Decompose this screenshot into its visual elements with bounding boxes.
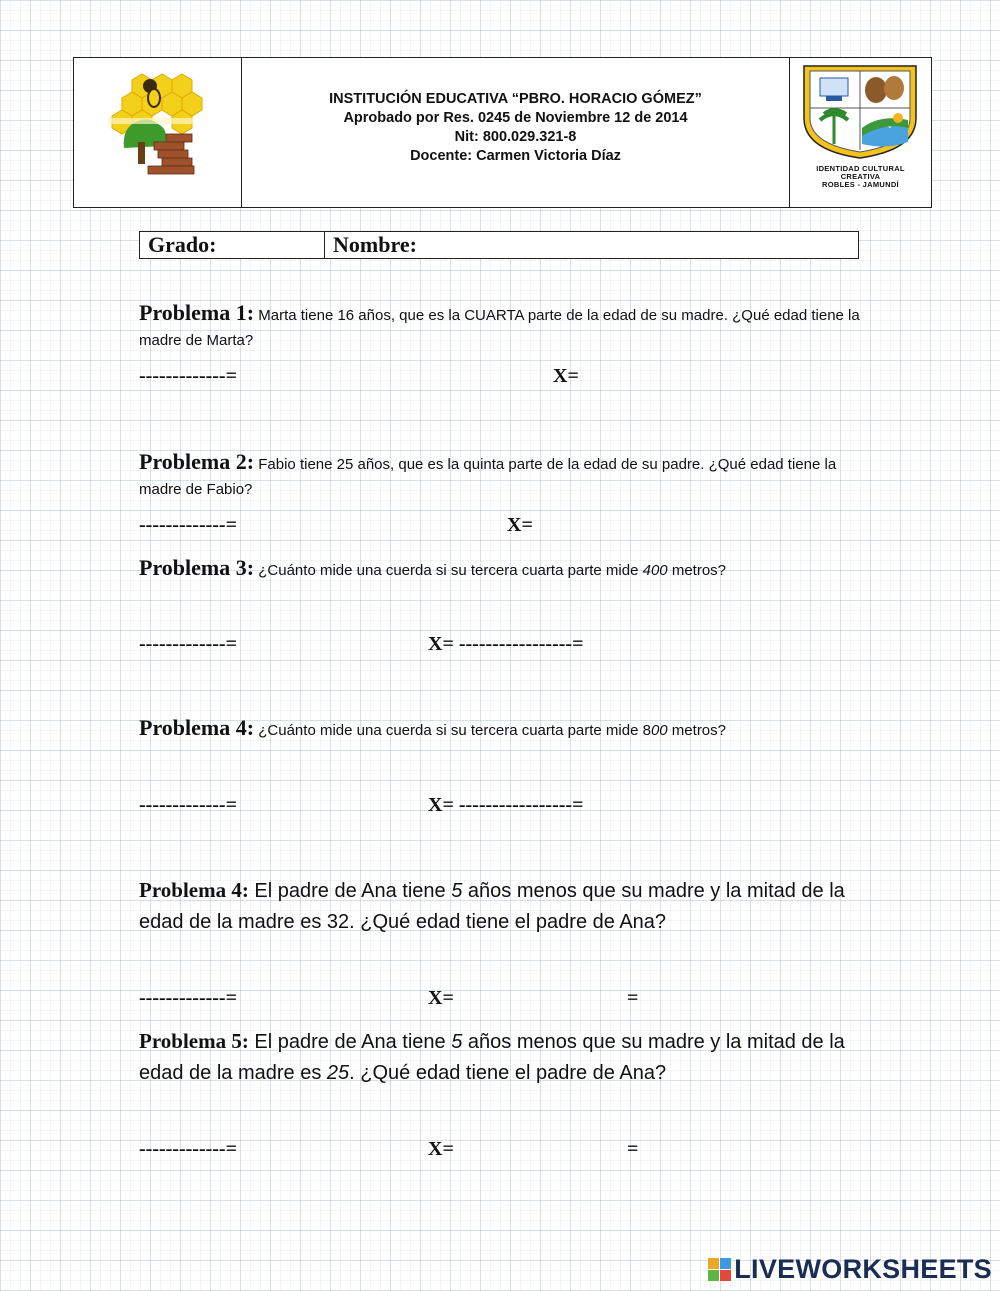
school-crest-icon: [790, 58, 931, 164]
problem-3-number: 400: [642, 562, 668, 579]
problem-4a-number: 00: [650, 722, 668, 739]
problem-2: [139, 449, 861, 502]
problem-5-number: 5: [451, 1031, 463, 1053]
crest-line-2: CREATIVA: [840, 172, 881, 181]
answer-4b-blank[interactable]: -------------=: [139, 987, 237, 1009]
answer-4a-blank[interactable]: -------------=: [139, 794, 237, 816]
crest-line-1: IDENTIDAD CULTURAL: [816, 164, 905, 173]
school-logo-cell: [74, 58, 242, 207]
problem-4b-label: Problema 4:: [139, 878, 249, 902]
problem-3-text-after: metros?: [667, 562, 727, 579]
answer-2-x[interactable]: X=: [507, 514, 533, 536]
teacher-name: Docente: Carmen Victoria Díaz: [410, 147, 621, 164]
answer-5-blank[interactable]: -------------=: [139, 1138, 237, 1160]
answer-4b-x[interactable]: X=: [428, 987, 454, 1009]
problem-4b-text-before: El padre de Ana tiene: [254, 880, 452, 902]
answer-4a-x[interactable]: X= -----------------=: [428, 794, 584, 816]
answer-5-eq[interactable]: =: [627, 1138, 639, 1160]
liveworksheets-logo-icon: [708, 1258, 731, 1281]
crest-cell: [790, 58, 931, 207]
liveworksheets-brand: [708, 1254, 992, 1285]
problem-4a: [139, 715, 861, 743]
institution-name: INSTITUCIÓN EDUCATIVA “PBRO. HORACIO GÓMEZ”: [329, 90, 702, 107]
name-field[interactable]: Nombre:: [333, 232, 417, 257]
problem-5-label: Problema 5:: [139, 1029, 249, 1053]
problem-3: [139, 555, 861, 583]
problem-5: [139, 1026, 861, 1089]
problem-5-text-before: El padre de Ana tiene: [254, 1031, 452, 1053]
problem-5-text-mid: años menos que su madre y la mitad de la edad de la madre es: [139, 1031, 845, 1084]
institution-info: [242, 58, 790, 207]
answer-3-blank[interactable]: -------------=: [139, 633, 237, 655]
answer-1-x[interactable]: X=: [553, 365, 579, 387]
nit-number: Nit: 800.029.321-8: [454, 128, 577, 145]
problem-2-label: Problema 2:: [139, 449, 255, 474]
problem-4a-label: Problema 4:: [139, 715, 255, 740]
problem-4b-number: 5: [451, 880, 463, 902]
problem-4a-text-before: ¿Cuánto mide una cuerda si su tercera cuarta parte mide 8: [258, 722, 651, 739]
answer-4b-eq[interactable]: =: [627, 987, 639, 1009]
problem-4a-text-after: metros?: [667, 722, 726, 739]
problem-4b-text-after: años menos que su madre y la mitad de la edad de la madre es 32. ¿Qué edad tiene el padre de Ana?: [139, 880, 845, 933]
answer-3-x[interactable]: X= -----------------=: [428, 633, 584, 655]
answer-2-blank[interactable]: -------------=: [139, 514, 237, 536]
school-header: [73, 57, 932, 208]
crest-caption: [790, 165, 931, 189]
logo-square-1: [708, 1258, 719, 1269]
problem-5-number-2: 25: [326, 1062, 350, 1084]
logo-square-3: [708, 1270, 719, 1281]
problem-1-text: Marta tiene 16 años, que es la CUARTA parte de la edad de su madre. ¿Qué edad tiene la madre de Marta?: [139, 307, 860, 349]
answer-5-x[interactable]: X=: [428, 1138, 454, 1160]
logo-square-2: [720, 1258, 731, 1269]
student-info-table: [139, 231, 859, 259]
crest-line-3: ROBLES - JAMUNDÍ: [822, 180, 899, 189]
problem-5-text-after: . ¿Qué edad tiene el padre de Ana?: [349, 1062, 667, 1084]
logo-square-4: [720, 1270, 731, 1281]
approval-resolution: Aprobado por Res. 0245 de Noviembre 12 de 2014: [343, 109, 688, 126]
problem-3-text-before: ¿Cuánto mide una cuerda si su tercera cuarta parte mide: [258, 562, 643, 579]
liveworksheets-wordmark: LIVEWORKSHEETS: [734, 1254, 992, 1284]
problem-2-text: Fabio tiene 25 años, que es la quinta parte de la edad de su padre. ¿Qué edad tiene la madre de Fabio?: [139, 456, 837, 498]
grade-field[interactable]: Grado:: [140, 232, 325, 258]
problem-1-label: Problema 1:: [139, 300, 255, 325]
problem-3-label: Problema 3:: [139, 555, 255, 580]
answer-1-blank[interactable]: -------------=: [139, 365, 237, 387]
problem-1: [139, 300, 861, 353]
bee-stairs-logo: [74, 58, 242, 209]
problem-4b: [139, 875, 861, 938]
